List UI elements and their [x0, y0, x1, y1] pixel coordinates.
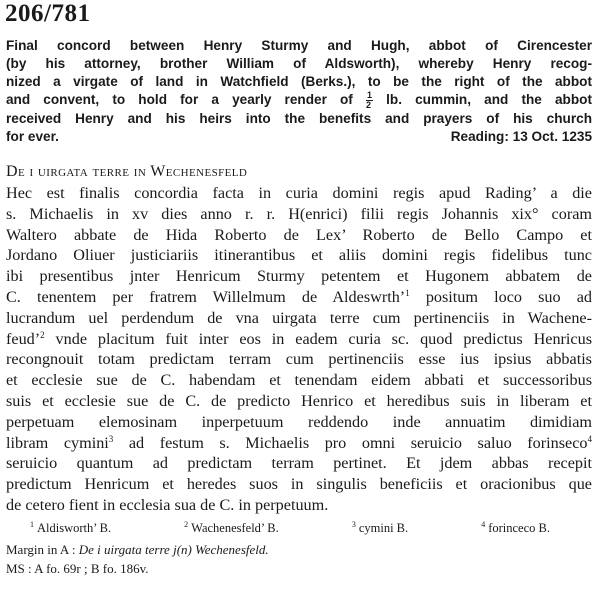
summary-line — [6, 128, 592, 146]
text-line: recongnouit totam predictam terram cum pertinenciis esse ius ipsius abbatis — [6, 350, 592, 369]
text-segment: C. tenentem per fratrem Willelmum de Aldeswrth’ — [6, 287, 406, 306]
fraction-denominator: 2 — [365, 100, 371, 110]
footnote — [352, 520, 408, 536]
margin-note — [6, 541, 269, 558]
footnote-number: 2 — [184, 520, 189, 529]
text-line: perpetuam elemosinam inperpetuum reddendo inde annuatim dimidiam — [6, 412, 592, 431]
text-line: Waltero abbate de Hida Roberto de Lex’ Roberto de Bello Campo et — [6, 225, 592, 244]
text-line: suis et ecclesie sue de C. de predicto Henrico et heredibus suis in liberam et — [6, 391, 592, 410]
summary-line: received Henry and his heirs into the benefits and prayers of his church — [6, 111, 592, 126]
text-line — [6, 433, 592, 454]
footnote-text: cymini B. — [358, 521, 409, 535]
fraction-numerator: 1 — [366, 90, 372, 100]
text-line: et ecclesie sue de C. habendam et tenendam eidem abbati et successoribus — [6, 371, 592, 390]
text-segment: libram cymini — [6, 433, 109, 452]
footnote-ref: 3 — [108, 433, 114, 444]
footnote-number: 1 — [30, 520, 34, 529]
text-line: s. Michaelis in xv dies anno r. r. H(enrici) filii regis Johannis xix° coram — [6, 204, 592, 223]
text-line: ibi presentibus jnter Henricum Sturmy petentem et Hugonem abbatem de — [6, 267, 592, 286]
footnote-text: Wachenesfeld’ B. — [191, 521, 279, 535]
summary-line: nized a virgate of land in Watchfield (Berks.), to be the right of the abbot — [6, 74, 592, 89]
margin-note-text: De i uirgata terre j(n) Wechenesfeld. — [78, 542, 269, 557]
text-segment: ad festum s. Michaelis pro omni seruicio saluo forinseco — [113, 433, 588, 452]
text-segment: feud’ — [6, 329, 41, 348]
footnote-text: Aldisworth’ B. — [37, 521, 112, 535]
summary-line-text: and convent, to hold for a yearly render of — [6, 92, 353, 108]
footnote-number: 4 — [481, 520, 486, 529]
summary-line-text: lb. cummin, and the abbot — [386, 92, 592, 108]
half-fraction — [366, 91, 373, 110]
place-and-date: Reading: 13 Oct. 1235 — [450, 129, 592, 144]
text-segment: positum loco suo ad — [409, 287, 592, 306]
latin-text — [6, 183, 592, 516]
footnote — [481, 520, 550, 536]
text-line: lucrandum uel perdendum de vna uirgata terre cum pertinenciis in Wachene- — [6, 308, 592, 327]
summary-line — [6, 91, 592, 110]
text-line — [6, 329, 592, 350]
footnotes — [30, 520, 550, 536]
text-line: Jordano Oliuer justiciariis itinerantibus et aliis domini regis fidelibus tunc — [6, 246, 592, 265]
footnote-text: forinceco B. — [488, 521, 550, 535]
text-line: de cetero fient in ecclesia sua de C. in perpetuum. — [6, 495, 329, 514]
text-line: predictum Henricum et heredes suos in singulis beneficiis et oracionibus que — [6, 475, 592, 494]
document-number: 206/781 — [5, 0, 91, 27]
footnote — [184, 520, 279, 536]
summary-ending: for ever. — [6, 129, 59, 144]
footnote-ref: 4 — [587, 433, 592, 444]
footnote-number: 3 — [351, 520, 356, 529]
footnote-ref: 1 — [405, 287, 410, 298]
text-line: seruicio quantum ad predictam terram pertinet. Et jdem abbas recepit — [6, 454, 592, 473]
latin-heading: De i uirgata terre in Wechenesfeld — [6, 163, 248, 180]
footnote — [30, 520, 111, 536]
footnote-ref: 2 — [40, 329, 45, 340]
english-summary — [6, 37, 592, 146]
text-segment: vnde placitum fuit inter eos in eadem curia sc. quod predictus Henricus — [44, 329, 592, 348]
margin-note-label: Margin in A : — [6, 542, 76, 557]
text-line: Hec est finalis concordia facta in curia domini regis apud Rading’ a die — [6, 184, 592, 202]
text-line — [6, 287, 592, 308]
summary-line: (by his attorney, brother William of Aldsworth), whereby Henry recog- — [6, 56, 592, 71]
summary-line: Final concord between Henry Sturmy and Hugh, abbot of Cirencester — [6, 38, 592, 53]
manuscript-reference: MS : A fo. 69r ; B fo. 186v. — [6, 561, 149, 576]
